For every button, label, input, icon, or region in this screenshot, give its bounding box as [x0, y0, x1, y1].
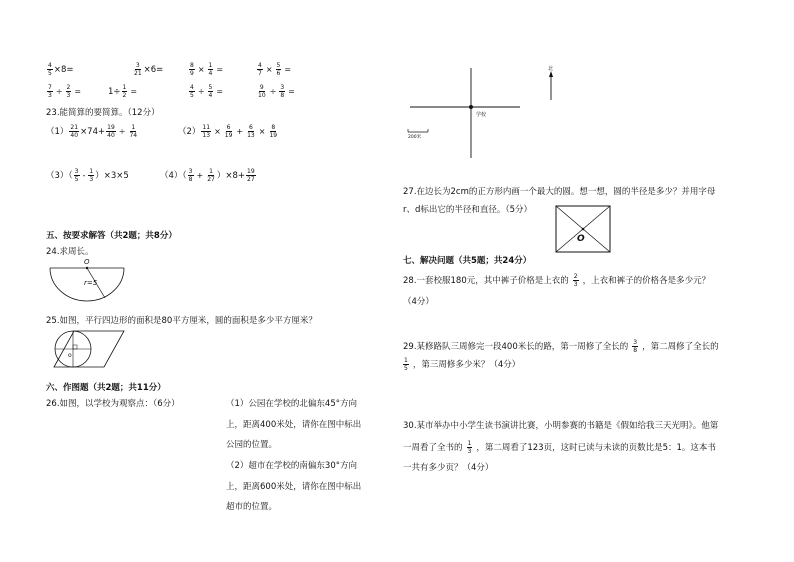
calc-row-1 — [46, 62, 293, 77]
question-26-part2-line1: （2）超市在学校的南偏东30°方向 — [226, 461, 357, 471]
parallelogram-circle-figure — [48, 328, 128, 370]
question-26-part1-line3: 公园的位置。 — [226, 440, 278, 450]
calc-item: $\frac{3}{21}$ ×6= — [134, 62, 164, 77]
square-center-label: O — [577, 234, 585, 244]
map-school-label: 学校 — [476, 112, 487, 118]
map-scale-label: 200米 — [408, 135, 422, 140]
question-23-title: 23.能简算的要简算。（12分） — [46, 108, 160, 118]
calc-item: $\frac{9}{10}$ ÷ $\frac{3}{8}$ = — [258, 84, 295, 99]
calc-row-2 — [46, 84, 297, 99]
question-26-part1-line1: （1）公园在学校的北偏东45°方向 — [226, 399, 357, 409]
question-30-line1: 30.某市举办中小学生读书演讲比赛，小明参赛的书籍是《假如给我三天光明》。他第 — [403, 421, 719, 431]
question-23-3: （3）（ 3 5 - 1 3 ）×3×5 — [46, 168, 129, 183]
calc-item: $\frac{4}{5}$ ×8= — [48, 62, 74, 77]
question-26-part2-line2: 上，距离600米处，请你在图中标出 — [226, 482, 362, 492]
question-23-2: （2） $\frac{11}{13}$ × $\frac{6}{19}$ + $\frac{6}{13}$ × $\frac{8}{19}$ — [178, 124, 278, 139]
question-29-line2: 1 5 ，第三周修多少米？（4分） — [404, 357, 521, 372]
semicircle-center-label: O — [84, 258, 90, 266]
section-5-heading: 五、按要求解答（共2题；共8分） — [46, 231, 177, 241]
square-figure — [554, 204, 612, 254]
section-7-heading: 七、解决问题（共5题；共24分） — [403, 256, 532, 266]
question-26-part2-line3: 超市的位置。 — [226, 502, 278, 512]
calc-item: $\frac{4}{5}$ ÷ $\frac{5}{4}$ = — [190, 84, 224, 99]
question-30-line3: 一共有多少页？（4分） — [403, 463, 494, 473]
calc-item: $\frac{8}{9}$ × $\frac{1}{4}$ = — [190, 62, 224, 77]
question-24-title: 24.求周长。 — [46, 247, 94, 257]
question-26-part1-line2: 上，距离400米处，请你在图中标出 — [226, 420, 362, 430]
question-27-line1: 27.在边长为2cm的正方形内画一个最大的圆。想一想，圆的半径是多少？并用字母 — [403, 187, 716, 197]
calc-item: $\frac{4}{7}$ × $\frac{5}{6}$ = — [258, 62, 292, 77]
question-28-line1: 28.一套校服180元，其中裤子价格是上衣的 2 3 ，上衣和裤子的价格各是多少元？ — [403, 273, 711, 288]
section-6-heading: 六、作图题（共2题；共11分） — [46, 383, 166, 393]
question-29-line1: 29.某修路队三周修完一段400米长的路，第一周修了全长的 3 8 ，第二周修了全长的 — [403, 339, 719, 354]
question-30-line2: 一周看了全书的 1 3 ，第二周看了123页，这时已读与未读的页数比是5：1。这本书 — [403, 440, 716, 455]
question-27-line2: r、d标出它的半径和直径。（5分） — [403, 205, 533, 215]
question-25-title: 25.如图，平行四边形的面积是80平方厘米，圆的面积是多少平方厘米？ — [46, 316, 317, 326]
calc-item: 1÷ $\frac{1}{2}$ = — [108, 84, 138, 99]
calc-item: $\frac{7}{3}$ ÷ $\frac{2}{3}$ = — [48, 84, 82, 99]
question-26-title: 26.如图，以学校为观察点：（6分） — [46, 399, 180, 409]
circle-center-label: o — [68, 352, 72, 359]
question-23-4: （4）（ 3 8 + $\frac{1}{27}$ ）×8+ $\frac{19}{27}$ — [160, 168, 255, 183]
question-23-1: （1） $\frac{21}{40}$ ×74+ $\frac{19}{40}$ ÷ $\frac{1}{74}$ — [46, 124, 138, 139]
question-28-line2: （4分） — [403, 297, 434, 307]
semicircle-radius-label: r=5 — [84, 279, 98, 287]
map-north-label: 北 — [548, 66, 554, 72]
